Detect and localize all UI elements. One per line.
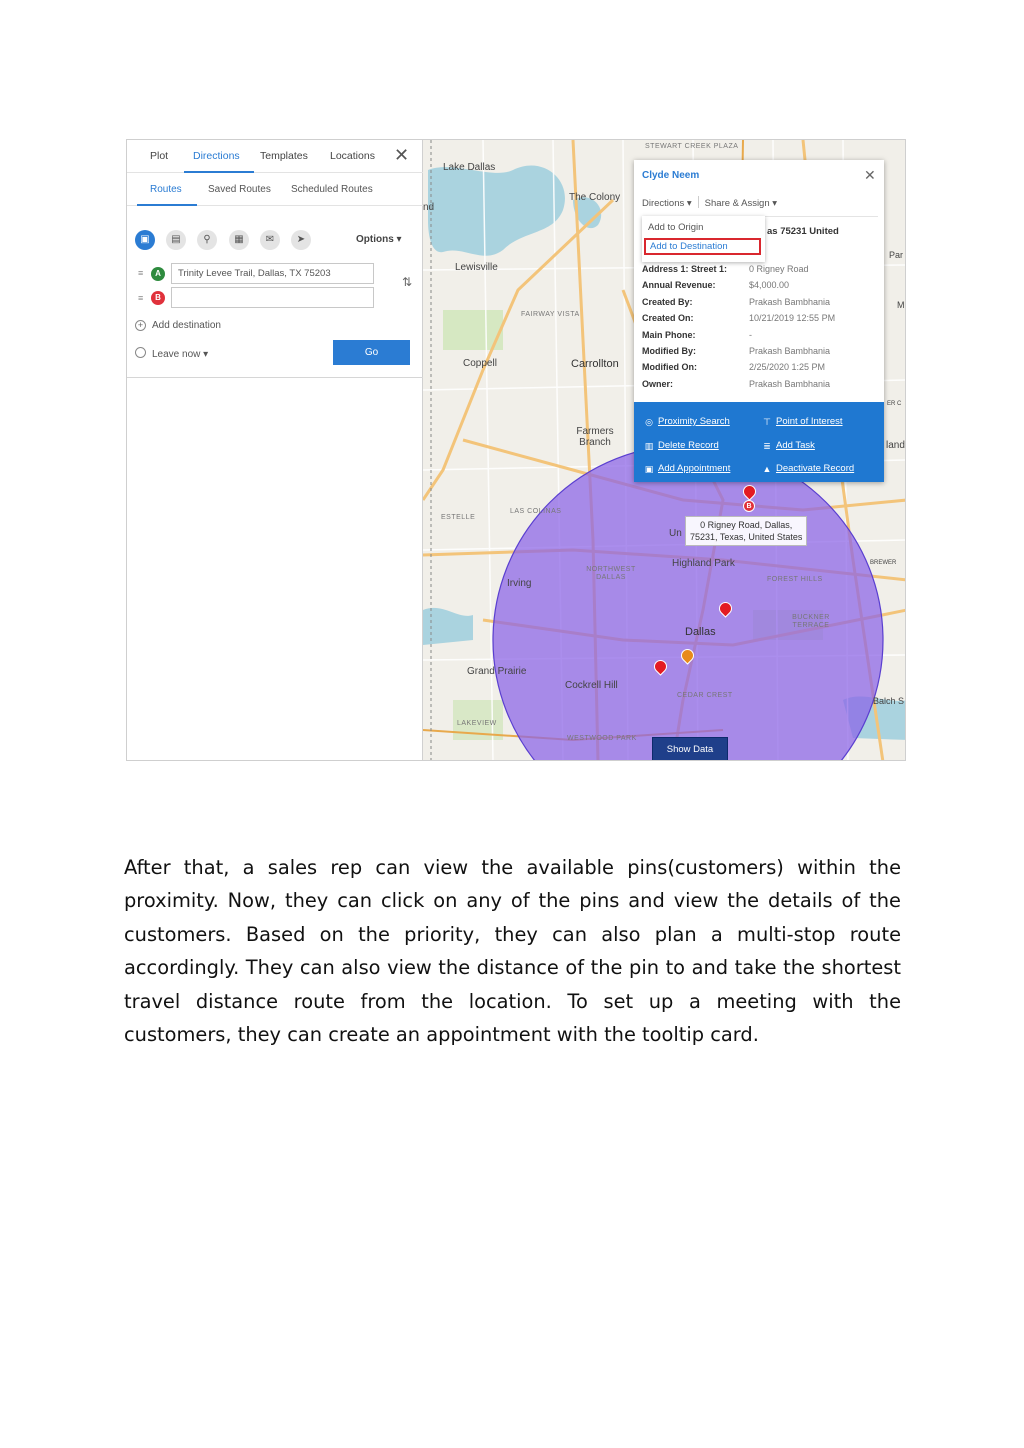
field-label: Annual Revenue: bbox=[642, 280, 716, 291]
map-label: Coppell bbox=[463, 358, 497, 369]
field-label: Created By: bbox=[642, 296, 693, 307]
walk-icon[interactable]: ⚲ bbox=[197, 230, 217, 250]
add-appointment-button[interactable] bbox=[644, 463, 730, 474]
tooltip-line-1: 0 Rigney Road, Dallas, bbox=[700, 520, 793, 530]
map-label: BREWER bbox=[870, 560, 897, 566]
calendar-icon: ▣ bbox=[644, 464, 654, 474]
add-destination-label: Add destination bbox=[152, 320, 221, 331]
save-icon[interactable]: ▦ bbox=[229, 230, 249, 250]
close-icon[interactable]: ✕ bbox=[864, 167, 876, 183]
directions-card bbox=[127, 140, 423, 378]
map-view[interactable] bbox=[423, 140, 906, 761]
field-label: Modified On: bbox=[642, 362, 697, 373]
active-subtab-indicator bbox=[137, 204, 197, 206]
show-data-button[interactable]: Show Data bbox=[652, 737, 728, 761]
field-label: Main Phone: bbox=[642, 329, 696, 340]
drag-handle-icon[interactable]: ≡ bbox=[138, 268, 144, 278]
tab-saved-routes[interactable]: Saved Routes bbox=[208, 184, 271, 195]
directions-label: Directions bbox=[642, 198, 685, 209]
add-task-button[interactable] bbox=[762, 440, 815, 451]
options-label: Options bbox=[356, 234, 394, 245]
map-label: WESTWOOD PARK bbox=[567, 735, 637, 742]
record-title[interactable]: Clyde Neem bbox=[642, 170, 700, 181]
map-label: Irving bbox=[507, 578, 532, 589]
proximity-search-label: Proximity Search bbox=[658, 416, 730, 427]
add-appointment-label: Add Appointment bbox=[658, 463, 731, 474]
tab-scheduled-routes[interactable]: Scheduled Routes bbox=[291, 184, 373, 195]
map-label: Highland Park bbox=[672, 558, 735, 569]
point-of-interest-label: Point of Interest bbox=[776, 416, 843, 427]
tab-directions[interactable]: Directions bbox=[193, 150, 240, 162]
drag-handle-icon[interactable]: ≡ bbox=[138, 293, 144, 303]
add-destination-link[interactable] bbox=[135, 320, 221, 331]
sub-tabs bbox=[127, 174, 423, 206]
swap-icon[interactable]: ⇅ bbox=[402, 275, 413, 289]
directions-panel bbox=[127, 140, 423, 761]
map-label: STEWART CREEK PLAZA bbox=[645, 143, 739, 150]
map-label: FOREST HILLS bbox=[767, 576, 823, 583]
go-button[interactable]: Go bbox=[333, 340, 410, 365]
lock-icon: ▲ bbox=[762, 464, 772, 474]
field-label: Created On: bbox=[642, 313, 694, 324]
map-label: Lewisville bbox=[455, 262, 498, 273]
active-tab-indicator bbox=[184, 171, 254, 173]
card-actions bbox=[642, 196, 777, 209]
map-label: NORTHWEST DALLAS bbox=[586, 566, 636, 581]
origin-marker: A bbox=[151, 267, 165, 281]
map-label: Grand Prairie bbox=[467, 666, 527, 677]
share-assign-label: Share & Assign bbox=[704, 198, 770, 209]
map-label: The Colony bbox=[569, 192, 621, 203]
target-icon: ◎ bbox=[645, 417, 653, 427]
field-value: 10/21/2019 12:55 PM bbox=[749, 313, 836, 324]
record-tooltip-card bbox=[634, 160, 884, 482]
map-label: LAKEVIEW bbox=[457, 720, 497, 727]
map-label: ESTELLE bbox=[441, 514, 476, 521]
map-label: BUCKNER TERRACE bbox=[792, 614, 830, 629]
field-value: 0 Rigney Road bbox=[749, 264, 809, 274]
map-label: Lake Dallas bbox=[443, 162, 496, 173]
task-list-icon: ≣ bbox=[763, 441, 771, 451]
trash-icon: ▥ bbox=[644, 441, 654, 451]
field-value: $4,000.00 bbox=[749, 280, 790, 291]
delete-record-label: Delete Record bbox=[658, 440, 719, 451]
car-icon[interactable]: ▣ bbox=[135, 230, 155, 250]
tab-templates[interactable]: Templates bbox=[260, 150, 308, 162]
field-label: Address 1: Street 1: bbox=[642, 264, 728, 274]
field-label: Modified By: bbox=[642, 345, 696, 356]
add-task-label: Add Task bbox=[776, 440, 815, 451]
bus-icon[interactable]: ▤ bbox=[166, 230, 186, 250]
map-label: Dallas bbox=[685, 626, 716, 638]
proximity-search-button[interactable] bbox=[644, 416, 730, 427]
pin-b-marker[interactable]: B bbox=[743, 500, 755, 512]
map-label: Par bbox=[889, 250, 904, 260]
map-label: LAS COLINAS bbox=[510, 508, 562, 515]
close-icon[interactable]: ✕ bbox=[394, 145, 410, 165]
field-value: Prakash Bambhania bbox=[749, 378, 831, 389]
card-action-bar bbox=[634, 402, 884, 482]
map-label: FAIRWAY VISTA bbox=[521, 311, 580, 318]
map-label: Balch S bbox=[873, 696, 905, 706]
map-label: CEDAR CREST bbox=[677, 692, 733, 699]
navigate-icon[interactable]: ➤ bbox=[291, 230, 311, 250]
map-label: Carrollton bbox=[571, 358, 619, 370]
tab-locations[interactable]: Locations bbox=[330, 150, 375, 162]
signpost-icon: ⊤ bbox=[763, 417, 771, 427]
field-value: Prakash Bambhania bbox=[749, 296, 831, 307]
field-value: Prakash Bambhania bbox=[749, 345, 831, 356]
deactivate-record-label: Deactivate Record bbox=[776, 463, 855, 474]
mail-icon[interactable]: ✉ bbox=[260, 230, 280, 250]
delete-record-button[interactable] bbox=[644, 440, 719, 451]
map-label: M bbox=[897, 300, 905, 310]
options-dropdown[interactable]: Options ▾ bbox=[356, 234, 402, 245]
clock-icon bbox=[135, 347, 146, 358]
field-value: 2/25/2020 1:25 PM bbox=[749, 362, 826, 373]
map-label: nd bbox=[423, 202, 435, 213]
map-label: Farmers Branch bbox=[576, 426, 614, 448]
map-label: Un bbox=[669, 528, 682, 539]
main-tabs bbox=[127, 140, 423, 173]
record-address: as 75231 United bbox=[767, 226, 839, 237]
field-label: Owner: bbox=[642, 378, 674, 389]
deactivate-record-button[interactable] bbox=[762, 463, 854, 474]
plus-icon: + bbox=[135, 320, 146, 331]
leave-now-label: Leave now bbox=[152, 349, 201, 360]
destination-marker: B bbox=[151, 291, 165, 305]
add-to-destination-item[interactable]: Add to Destination bbox=[644, 238, 761, 255]
origin-input[interactable] bbox=[171, 263, 374, 284]
add-to-origin-item[interactable]: Add to Origin bbox=[648, 222, 704, 233]
tab-routes[interactable]: Routes bbox=[150, 184, 182, 195]
tab-plot[interactable]: Plot bbox=[150, 150, 169, 162]
proximity-radius bbox=[493, 445, 883, 761]
map-label: land bbox=[886, 440, 905, 451]
map-address-tooltip bbox=[685, 516, 807, 546]
destination-input[interactable] bbox=[171, 287, 374, 308]
description-paragraph: After that, a sales rep can view the available pins(customers) within the proximity. Now, they can click on any of the pins and view the details of the customers. Based on the priority, they can also plan a multi-stop route accordingly. They can also view the distance of the pin to and take the shortest travel distance route from the location. To set up a meeting with the customers, they can create an appointment with the tooltip card. bbox=[124, 856, 901, 1047]
directions-menu bbox=[642, 216, 765, 262]
app-screenshot bbox=[126, 139, 906, 761]
leave-now-dropdown[interactable]: Leave now ▾ bbox=[135, 347, 208, 360]
map-label: Cockrell Hill bbox=[565, 680, 618, 691]
share-assign-dropdown[interactable]: Share & Assign ▾ bbox=[704, 198, 778, 209]
point-of-interest-button[interactable] bbox=[762, 416, 843, 427]
tooltip-line-2: 75231, Texas, United States bbox=[690, 532, 803, 542]
map-label: ER C bbox=[887, 401, 902, 407]
directions-dropdown[interactable]: Directions ▾ bbox=[642, 198, 692, 209]
field-value: - bbox=[749, 329, 752, 340]
